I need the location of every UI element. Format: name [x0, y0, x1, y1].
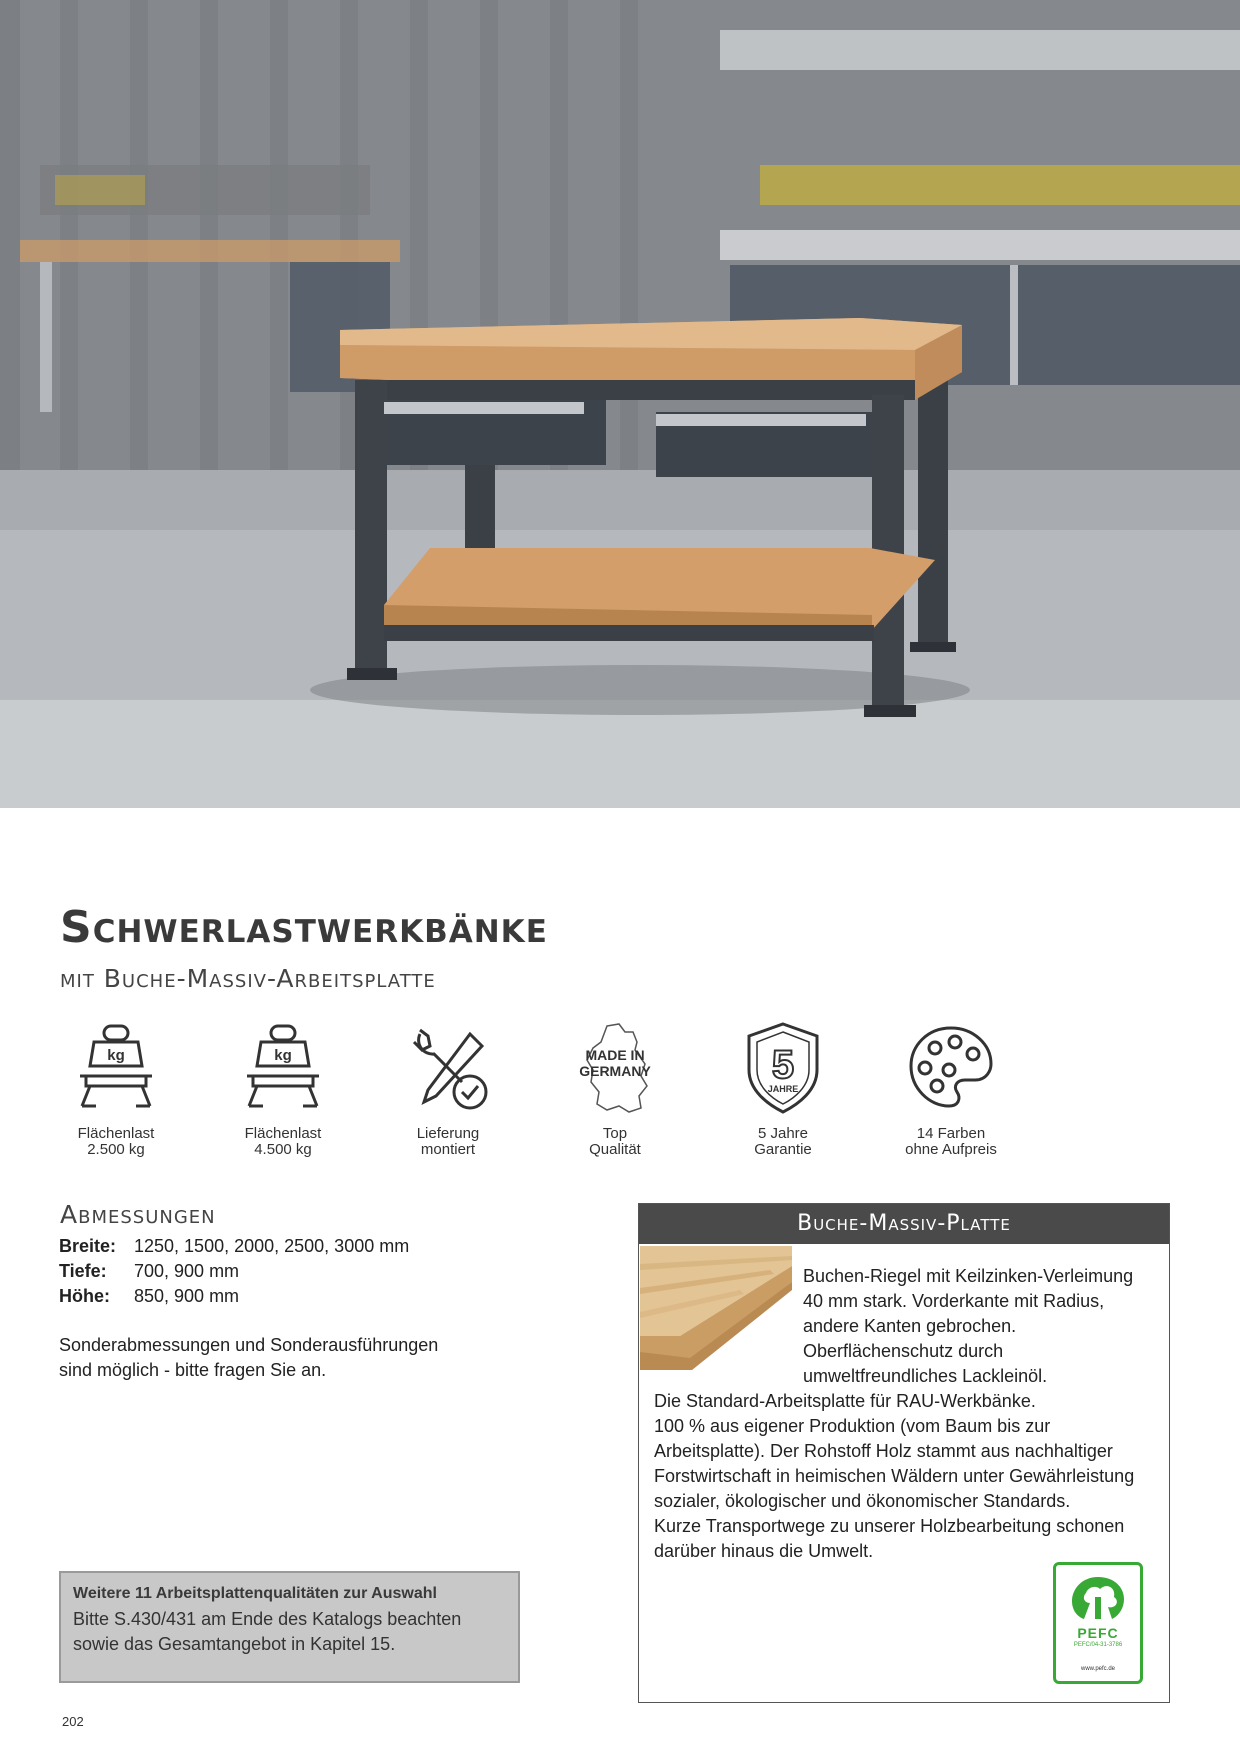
- panel-line: sozialer, ökologischer und ökonomischer Standards.: [654, 1491, 1071, 1511]
- dimension-value: 700, 900 mm: [134, 1261, 240, 1281]
- panel-body-text: [654, 1389, 1164, 1564]
- feature-load-4500: [208, 1020, 358, 1160]
- panel-line: Die Standard-Arbeitsplatte für RAU-Werkbänke.: [654, 1391, 1036, 1411]
- panel-line: Kurze Transportwege zu unserer Holzbearbeitung schonen: [654, 1516, 1125, 1536]
- dimension-value: 1250, 1500, 2000, 2500, 3000 mm: [134, 1236, 410, 1256]
- feature-label-3: Lieferung: [416, 1125, 480, 1142]
- feature-icons: [40, 1020, 1040, 1160]
- page-title: Schwerlastwerkbänke: [60, 902, 548, 953]
- feature-value-2: 4.500 kg: [254, 1141, 312, 1158]
- feature-label-1: Flächenlast: [77, 1125, 155, 1142]
- dimension-value: 850, 900 mm: [134, 1286, 240, 1306]
- panel-line: umweltfreundliches Lackleinöl.: [803, 1366, 1048, 1386]
- panel-line: Oberflächenschutz durch: [803, 1341, 1004, 1361]
- feature-value-1: 2.500 kg: [87, 1141, 145, 1158]
- page-subtitle: mit Buche-Massiv-Arbeitsplatte: [60, 964, 436, 993]
- weight-table-icon: [68, 1020, 164, 1116]
- feature-warranty: [708, 1020, 858, 1160]
- info-box-body: [73, 1607, 506, 1657]
- beech-wood-sample-image: [640, 1246, 792, 1370]
- svg-text:GERMANY: GERMANY: [579, 1063, 651, 1079]
- feature-label-5: 5 Jahre: [757, 1125, 809, 1142]
- feature-value-5: Garantie: [754, 1141, 812, 1158]
- pefc-code: PEFC/04-31-3786: [1073, 1642, 1123, 1648]
- feature-label-4: Top: [602, 1125, 628, 1142]
- page-number: 202: [62, 1714, 84, 1729]
- feature-delivery: [373, 1020, 523, 1160]
- shield-5-years-icon: [735, 1020, 831, 1116]
- tools-check-icon: [400, 1020, 496, 1116]
- svg-text:MADE IN: MADE IN: [585, 1047, 645, 1063]
- feature-label-2: Flächenlast: [244, 1125, 322, 1142]
- feature-label-6: 14 Farben: [916, 1125, 986, 1142]
- weight-table-icon: [235, 1020, 331, 1116]
- pefc-tree-icon: [1068, 1573, 1128, 1621]
- panel-line: Arbeitsplatte). Der Rohstoff Holz stammt aus nachhaltiger: [654, 1441, 1113, 1461]
- svg-text:JAHRE: JAHRE: [767, 1084, 799, 1094]
- feature-load-2500: [41, 1020, 191, 1160]
- feature-colors: [876, 1020, 1026, 1160]
- dimension-key: Tiefe:: [59, 1261, 107, 1281]
- svg-text:kg: kg: [274, 1047, 292, 1064]
- hero-image: [0, 0, 1240, 808]
- beech-worktop-panel: [638, 1203, 1170, 1703]
- feature-value-6: ohne Aufpreis: [905, 1141, 997, 1158]
- info-line: Bitte S.430/431 am Ende des Katalogs beachten: [73, 1609, 462, 1629]
- feature-value-3: montiert: [420, 1141, 476, 1158]
- note-line: Sonderabmessungen und Sonderausführungen: [59, 1335, 439, 1355]
- palette-icon: [903, 1020, 999, 1116]
- info-line: sowie das Gesamtangebot in Kapitel 15.: [73, 1634, 396, 1654]
- info-box-heading: Weitere 11 Arbeitsplattenqualitäten zur Auswahl: [73, 1585, 437, 1602]
- panel-line: darüber hinaus die Umwelt.: [654, 1541, 874, 1561]
- made-in-germany-icon: [567, 1020, 663, 1116]
- worktop-qualities-box: [59, 1571, 520, 1683]
- dimension-row: [59, 1284, 579, 1309]
- feature-value-4: Qualität: [589, 1141, 641, 1158]
- feature-quality: [540, 1020, 690, 1160]
- dimension-row: [59, 1259, 579, 1284]
- panel-heading: Buche-Massiv-Platte: [639, 1204, 1169, 1244]
- pefc-logo: [1053, 1562, 1143, 1684]
- panel-line: 40 mm stark. Vorderkante mit Radius,: [803, 1291, 1105, 1311]
- dimensions-list: [59, 1234, 579, 1309]
- special-dimensions-note: [59, 1333, 519, 1383]
- note-line: sind möglich - bitte fragen Sie an.: [59, 1360, 327, 1380]
- dimension-row: [59, 1234, 579, 1259]
- panel-line: andere Kanten gebrochen.: [803, 1316, 1017, 1336]
- pefc-name: PEFC: [1077, 1625, 1119, 1641]
- workbench-photo: [0, 0, 1240, 808]
- pefc-url: www.pefc.de: [1080, 1666, 1116, 1672]
- panel-lead-text: [803, 1264, 1163, 1389]
- panel-line: Forstwirtschaft in heimischen Wäldern unter Gewährleistung: [654, 1466, 1135, 1486]
- panel-line: Buchen-Riegel mit Keilzinken-Verleimung: [803, 1266, 1134, 1286]
- dimension-key: Breite:: [59, 1236, 117, 1256]
- svg-text:5: 5: [771, 1043, 795, 1087]
- svg-text:kg: kg: [107, 1047, 125, 1064]
- panel-line: 100 % aus eigener Produktion (vom Baum bis zur: [654, 1416, 1051, 1436]
- dimensions-heading: Abmessungen: [60, 1200, 216, 1229]
- dimension-key: Höhe:: [59, 1286, 110, 1306]
